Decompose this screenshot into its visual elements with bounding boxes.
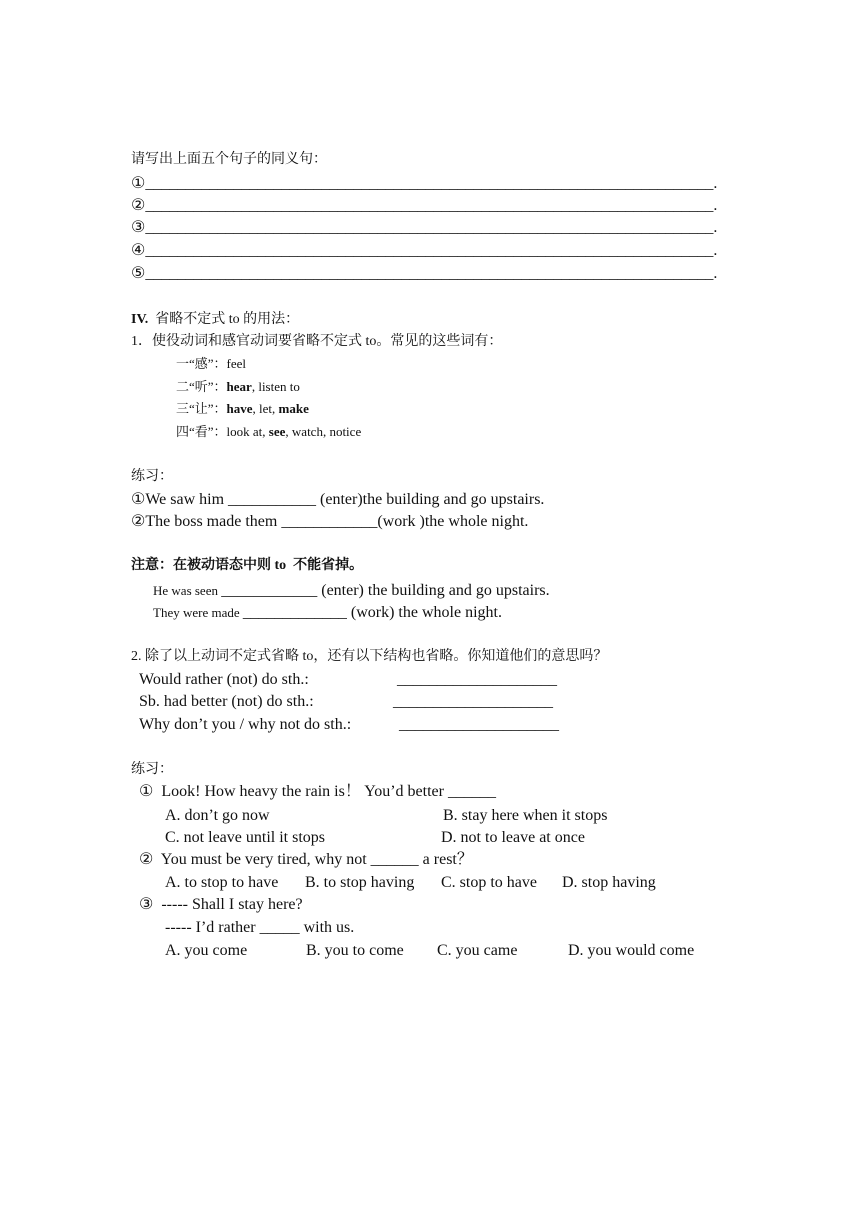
question-3-option-d: D. you would come [568,942,695,959]
note-line-1 [153,583,550,599]
question-2-option-d: D. stop having [562,874,656,891]
answer-line-4: ④_______________________________________________________________________. [131,242,718,259]
group-label: 一“感”： [176,356,227,371]
section-iv-numeral: IV. [131,312,149,327]
practice-item-1: ①We saw him ___________ (enter)the building and go upstairs. [131,491,545,508]
section-iv-heading [131,313,299,327]
group-label: 三“让”： [176,401,227,416]
structure-phrase-3: Why don’t you / why not do sth.: [139,716,352,733]
structure-phrase-1: Would rather (not) do sth.: [139,671,309,688]
question-2-option-b: B. to stop having [305,874,415,891]
question-3-stem: ③ ----- Shall I stay here? [139,896,303,913]
note-line-2 [153,605,502,621]
question-1-option-d: D. not to leave at once [441,829,585,846]
verb-group-let [176,402,309,415]
group-bold-text: make [278,401,309,416]
answer-line-1: ①_______________________________________________________________________. [131,175,718,192]
group-text: , let, [252,401,279,416]
answer-line-5: ⑤_______________________________________________________________________. [131,265,718,282]
structure-phrase-2: Sb. had better (not) do sth.: [139,693,314,710]
note-rest: _____________ (work) the whole night. [242,604,502,621]
rule-1: 1．使役动词和感官动词要省略不定式 to。常见的这些词有： [131,334,503,349]
rule-2: 2. 除了以上动词不定式省略 to，还有以下结构也省略。你知道他们的意思吗？ [131,649,608,664]
answer-line-2: ②_______________________________________________________________________. [131,197,718,214]
note-label: 注意：在被动语态中则 to 不能省掉。 [131,558,364,573]
group-text: feel [226,356,247,371]
group-bold-text: hear [226,379,252,394]
structure-blank-3: ____________________ [399,716,559,733]
synonym-heading: 请写出上面五个句子的同义句： [131,152,327,167]
group-text: , listen to [251,379,300,394]
question-2-option-a: A. to stop to have [165,874,279,891]
question-1-option-a: A. don’t go now [165,807,270,824]
structure-blank-1: ____________________ [397,671,557,688]
practice-item-2: ②The boss made them ____________(work )the whole night. [131,513,529,530]
group-label: 二“听”： [176,379,227,394]
question-3-option-a: A. you come [165,942,248,959]
note-prefix: He was seen [153,583,222,598]
note-prefix: They were made [153,605,243,620]
verb-group-see [176,425,361,438]
question-1-option-c: C. not leave until it stops [165,829,325,846]
verb-group-hear [176,380,300,393]
note-rest: ____________ (enter) the building and go upstairs. [221,582,550,599]
structure-blank-2: ____________________ [393,693,553,710]
group-text: , watch, notice [285,424,362,439]
question-2-option-c: C. stop to have [441,874,537,891]
group-text: look at, [226,424,269,439]
answer-line-3: ③_______________________________________________________________________. [131,219,718,236]
question-3-stem-2: ----- I’d rather _____ with us. [165,919,355,936]
question-1-option-b: B. stay here when it stops [443,807,608,824]
question-2-stem: ② You must be very tired, why not ______ a rest？ [139,851,473,868]
verb-group-feel [176,357,246,370]
group-bold-text: have [226,401,253,416]
section-iv-title: 省略不定式 to 的用法： [155,312,300,327]
group-bold-text: see [268,424,286,439]
question-3-option-c: C. you came [437,942,518,959]
group-label: 四“看”： [176,424,227,439]
question-1-stem: ① Look! How heavy the rain is！ You’d better ______ [139,783,496,800]
exercise-label: 练习： [131,762,173,777]
practice-label: 练习： [131,469,173,484]
question-3-option-b: B. you to come [306,942,404,959]
